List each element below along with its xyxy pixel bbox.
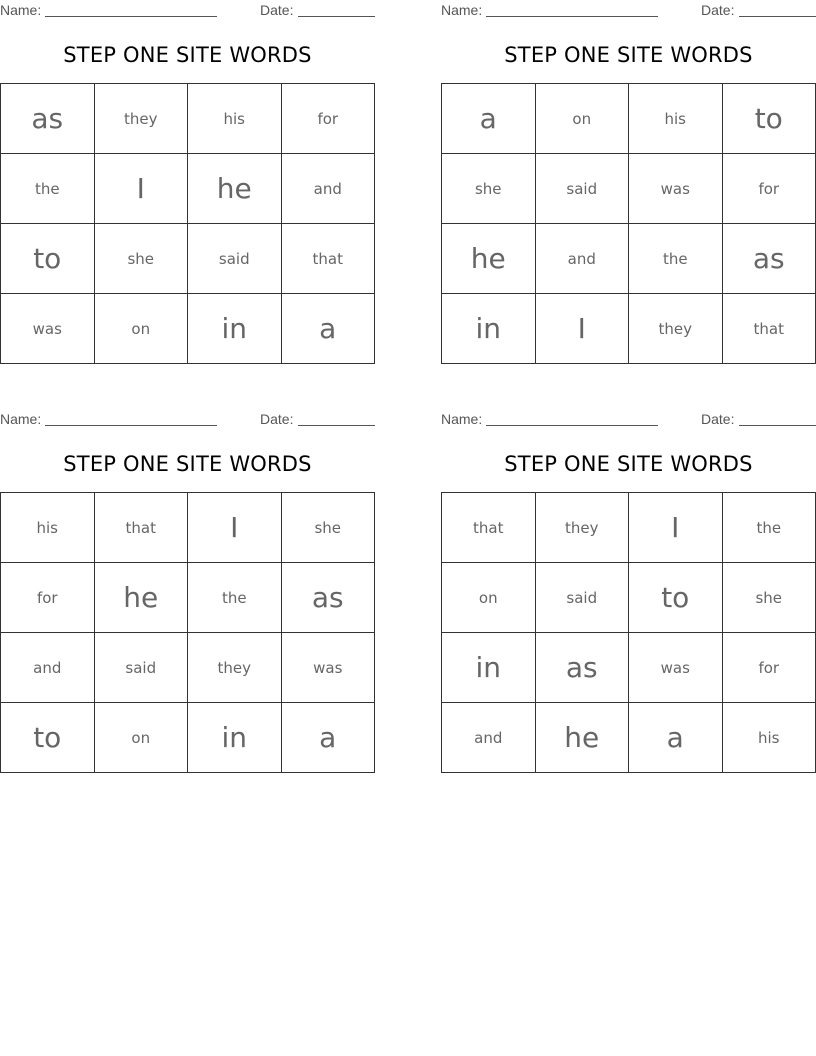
name-label: Name: [441, 2, 483, 18]
word-cell: that [722, 294, 816, 364]
word-grid [441, 492, 816, 773]
date-line [739, 16, 816, 17]
grid-row [1, 154, 375, 224]
word-cell: for [722, 633, 816, 703]
word-cell: a [442, 84, 536, 154]
word-cell: to [1, 224, 95, 294]
grid-row [442, 703, 816, 773]
word-cell: they [535, 493, 629, 563]
grid-row [1, 563, 375, 633]
grid-row [442, 493, 816, 563]
word-cell: and [1, 633, 95, 703]
name-line [486, 425, 658, 426]
name-line [45, 425, 217, 426]
name-date-header [0, 409, 375, 429]
grid-row [1, 703, 375, 773]
name-date-header [441, 409, 816, 429]
grid-row [1, 633, 375, 703]
grid-row [1, 224, 375, 294]
word-cell: was [629, 154, 723, 224]
word-cell: I [188, 493, 282, 563]
grid-row [442, 84, 816, 154]
word-cell: I [94, 154, 188, 224]
word-cell: she [94, 224, 188, 294]
card-title: STEP ONE SITE WORDS [63, 452, 312, 476]
word-cell: to [1, 703, 95, 773]
word-cell: as [722, 224, 816, 294]
card-title: STEP ONE SITE WORDS [504, 452, 753, 476]
name-label: Name: [0, 2, 42, 18]
word-cell: he [94, 563, 188, 633]
date-label: Date: [701, 411, 735, 427]
grid-row [442, 154, 816, 224]
word-cell: that [94, 493, 188, 563]
word-cell: he [535, 703, 629, 773]
word-grid [0, 83, 375, 364]
word-cell: was [629, 633, 723, 703]
word-cell: a [281, 703, 375, 773]
name-line [486, 16, 658, 17]
word-cell: that [281, 224, 375, 294]
word-cell: and [281, 154, 375, 224]
word-cell: they [94, 84, 188, 154]
word-cell: was [1, 294, 95, 364]
word-cell: as [535, 633, 629, 703]
word-cell: for [722, 154, 816, 224]
name-label: Name: [441, 411, 483, 427]
word-cell: a [281, 294, 375, 364]
word-cell: he [442, 224, 536, 294]
card-title: STEP ONE SITE WORDS [63, 43, 312, 67]
word-cell: that [442, 493, 536, 563]
word-cell: they [188, 633, 282, 703]
word-cell: a [629, 703, 723, 773]
word-cell: to [629, 563, 723, 633]
name-date-header [441, 0, 816, 20]
grid-row [442, 224, 816, 294]
word-cell: his [629, 84, 723, 154]
word-cell: was [281, 633, 375, 703]
date-label: Date: [260, 2, 294, 18]
word-cell: he [188, 154, 282, 224]
word-cell: said [188, 224, 282, 294]
word-cell: in [188, 294, 282, 364]
word-cell: she [722, 563, 816, 633]
date-line [298, 425, 375, 426]
word-cell: as [1, 84, 95, 154]
word-cell: on [94, 294, 188, 364]
word-cell: on [442, 563, 536, 633]
word-cell: his [722, 703, 816, 773]
word-cell: for [281, 84, 375, 154]
word-cell: they [629, 294, 723, 364]
card-title: STEP ONE SITE WORDS [504, 43, 753, 67]
word-cell: in [442, 294, 536, 364]
grid-row [442, 563, 816, 633]
word-cell: his [1, 493, 95, 563]
word-cell: and [535, 224, 629, 294]
word-cell: to [722, 84, 816, 154]
word-cell: his [188, 84, 282, 154]
word-cell: I [629, 493, 723, 563]
word-cell: and [442, 703, 536, 773]
word-cell: said [535, 563, 629, 633]
word-cell: said [535, 154, 629, 224]
grid-row [442, 294, 816, 364]
word-cell: on [94, 703, 188, 773]
word-cell: the [188, 563, 282, 633]
date-line [298, 16, 375, 17]
word-cell: for [1, 563, 95, 633]
word-cell: the [722, 493, 816, 563]
word-cell: I [535, 294, 629, 364]
word-grid [441, 83, 816, 364]
date-line [739, 425, 816, 426]
word-cell: the [1, 154, 95, 224]
name-date-header [0, 0, 375, 20]
grid-row [1, 294, 375, 364]
word-cell: in [188, 703, 282, 773]
word-cell: she [281, 493, 375, 563]
word-cell: as [281, 563, 375, 633]
date-label: Date: [701, 2, 735, 18]
word-grid [0, 492, 375, 773]
word-cell: the [629, 224, 723, 294]
grid-row [1, 84, 375, 154]
date-label: Date: [260, 411, 294, 427]
word-cell: said [94, 633, 188, 703]
word-cell: on [535, 84, 629, 154]
word-cell: in [442, 633, 536, 703]
name-line [45, 16, 217, 17]
grid-row [442, 633, 816, 703]
grid-row [1, 493, 375, 563]
name-label: Name: [0, 411, 42, 427]
word-cell: she [442, 154, 536, 224]
